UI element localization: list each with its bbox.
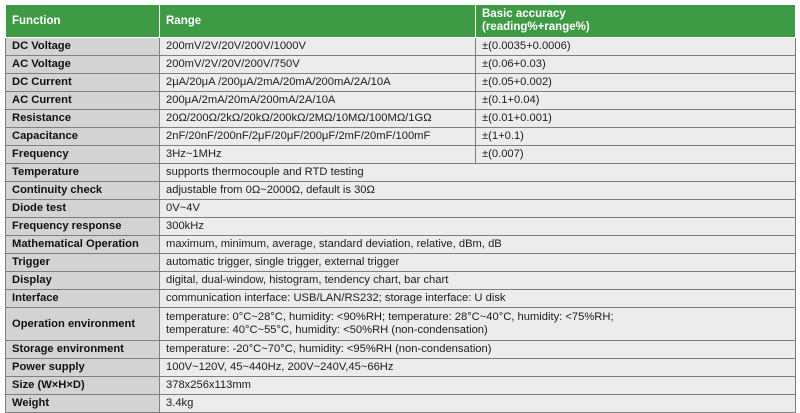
range-cell: 0V~4V xyxy=(160,200,796,218)
range-cell: supports thermocouple and RTD testing xyxy=(160,164,796,182)
table-row-dc-current xyxy=(6,74,796,92)
function-cell: AC Current xyxy=(6,92,160,110)
accuracy-cell: ±(0.0035+0.0006) xyxy=(476,38,796,56)
table-row-diode-test xyxy=(6,200,796,218)
accuracy-cell: ±(0.05+0.002) xyxy=(476,74,796,92)
range-cell: communication interface: USB/LAN/RS232; storage interface: U disk xyxy=(160,290,796,308)
function-cell: DC Current xyxy=(6,74,160,92)
range-cell: temperature: -20°C~70°C, humidity: <95%RH (non-condensation) xyxy=(160,341,796,359)
function-cell: Frequency xyxy=(6,146,160,164)
table-row-temperature xyxy=(6,164,796,182)
table-row-storage-environment xyxy=(6,341,796,359)
range-cell: 200μA/2mA/20mA/200mA/2A/10A xyxy=(160,92,476,110)
range-cell: 200mV/2V/20V/200V/1000V xyxy=(160,38,476,56)
table-row-mathematical-operation xyxy=(6,236,796,254)
range-cell: adjustable from 0Ω~2000Ω, default is 30Ω xyxy=(160,182,796,200)
range-cell: 20Ω/200Ω/2kΩ/20kΩ/200kΩ/2MΩ/10MΩ/100MΩ/1GΩ xyxy=(160,110,476,128)
header-row xyxy=(6,5,796,38)
function-cell: Resistance xyxy=(6,110,160,128)
table-row-frequency-response xyxy=(6,218,796,236)
table-row-power-supply xyxy=(6,359,796,377)
function-cell: Trigger xyxy=(6,254,160,272)
range-cell: digital, dual-window, histogram, tendency chart, bar chart xyxy=(160,272,796,290)
function-cell: Power supply xyxy=(6,359,160,377)
table-row-trigger xyxy=(6,254,796,272)
table-row-size xyxy=(6,377,796,395)
function-cell: Weight xyxy=(6,395,160,413)
function-cell: Frequency response xyxy=(6,218,160,236)
function-cell: Mathematical Operation xyxy=(6,236,160,254)
range-cell: maximum, minimum, average, standard deviation, relative, dBm, dB xyxy=(160,236,796,254)
range-cell xyxy=(160,308,796,341)
range-cell: 3Hz~1MHz xyxy=(160,146,476,164)
function-cell: DC Voltage xyxy=(6,38,160,56)
range-cell: automatic trigger, single trigger, external trigger xyxy=(160,254,796,272)
table-row-capacitance xyxy=(6,128,796,146)
accuracy-cell: ±(0.01+0.001) xyxy=(476,110,796,128)
function-cell: Capacitance xyxy=(6,128,160,146)
header-function: Function xyxy=(6,5,160,38)
function-cell: Diode test xyxy=(6,200,160,218)
range-cell: 2μA/20μA /200μA/2mA/20mA/200mA/2A/10A xyxy=(160,74,476,92)
range-cell: 100V~120V, 45~440Hz, 200V~240V,45~66Hz xyxy=(160,359,796,377)
table-row-continuity-check xyxy=(6,182,796,200)
table-row-frequency xyxy=(6,146,796,164)
header-accuracy xyxy=(476,5,796,38)
range-line-1: temperature: 0°C~28°C, humidity: <90%RH; temperature: 28°C~40°C, humidity: <75%RH; xyxy=(166,311,614,323)
header-accuracy-line1: Basic accuracy xyxy=(482,8,566,20)
accuracy-cell: ±(0.06+0.03) xyxy=(476,56,796,74)
range-cell: 300kHz xyxy=(160,218,796,236)
function-cell: Temperature xyxy=(6,164,160,182)
table-row-dc-voltage xyxy=(6,38,796,56)
range-cell: 378x256x113mm xyxy=(160,377,796,395)
accuracy-cell: ±(1+0.1) xyxy=(476,128,796,146)
table-row-interface xyxy=(6,290,796,308)
function-cell: AC Voltage xyxy=(6,56,160,74)
table-row-display xyxy=(6,272,796,290)
table-row-ac-current xyxy=(6,92,796,110)
function-cell: Interface xyxy=(6,290,160,308)
spec-table xyxy=(5,4,796,413)
range-cell: 3.4kg xyxy=(160,395,796,413)
range-cell: 200mV/2V/20V/200V/750V xyxy=(160,56,476,74)
accuracy-cell: ±(0.1+0.04) xyxy=(476,92,796,110)
function-cell: Size (W×H×D) xyxy=(6,377,160,395)
function-cell: Continuity check xyxy=(6,182,160,200)
table-row-ac-voltage xyxy=(6,56,796,74)
function-cell: Display xyxy=(6,272,160,290)
function-cell: Storage environment xyxy=(6,341,160,359)
range-line-2: temperature: 40°C~55°C, humidity: <50%RH (non-condensation) xyxy=(166,324,488,336)
function-cell: Operation environment xyxy=(6,308,160,341)
range-cell: 2nF/20nF/200nF/2μF/20μF/200μF/2mF/20mF/100mF xyxy=(160,128,476,146)
accuracy-cell: ±(0.007) xyxy=(476,146,796,164)
table-row-operation-environment xyxy=(6,308,796,341)
table-row-resistance xyxy=(6,110,796,128)
header-accuracy-line2: (reading%+range%) xyxy=(482,21,590,33)
header-range: Range xyxy=(160,5,476,38)
